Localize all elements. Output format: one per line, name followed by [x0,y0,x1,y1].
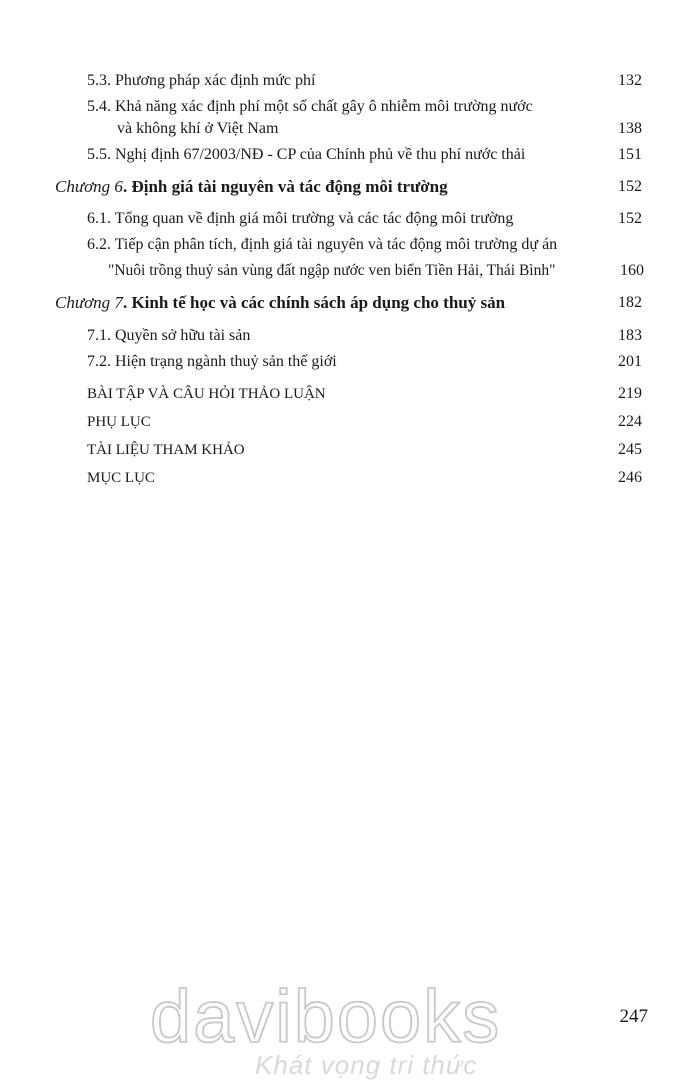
toc-entry-page: 219 [618,385,642,402]
toc-chapter [55,176,448,198]
toc-entry-page: 182 [618,294,642,311]
chapter-title: . Định giá tài nguyên và tác động môi trường [122,177,448,196]
toc-entry-page: 138 [618,120,642,137]
toc-entry-continuation [117,118,278,140]
toc-entry-page: 246 [618,469,642,486]
toc-entry [87,208,513,230]
toc-entry-page: 152 [618,210,642,227]
toc-entry [87,234,557,256]
toc-entry-label: 6.2. Tiếp cận phân tích, định giá tài nguyên và tác động môi trường dự án [87,236,558,253]
toc-entry [87,439,245,461]
toc-entry-label: 7.1. Quyền sở hữu tài sản [87,327,251,344]
toc-entry-label: PHỤ LỤC [87,414,151,430]
toc-entry-continuation [108,260,555,282]
toc-entry [87,467,155,489]
chapter-prefix: Chương 7 [55,293,123,312]
toc-entry-page: 201 [618,353,642,370]
toc-chapter [55,292,505,314]
toc-entry [87,70,315,92]
toc-entry-page: 183 [618,327,642,344]
toc-entry-label: 7.2. Hiện trạng ngành thuỷ sản thế giới [87,353,337,370]
toc-entry-label: 5.4. Khả năng xác định phí một số chất gây ô nhiễm môi trường nước [87,98,533,115]
toc-entry-page: 132 [618,72,642,89]
toc-entry [87,383,326,405]
chapter-title: . Kinh tế học và các chính sách áp dụng cho thuỷ sản [122,293,506,312]
toc-entry-page: 151 [618,146,642,163]
toc-entry-page: 160 [620,262,644,279]
toc-entry [87,96,533,118]
toc-entry [87,351,337,373]
toc-entry-label: TÀI LIỆU THAM KHẢO [87,442,245,458]
toc-entry [87,144,525,166]
toc-entry-label-line2: "Nuôi trồng thuỷ sản vùng đất ngập nước ven biển Tiền Hải, Thái Bình" [108,262,556,279]
chapter-prefix: Chương 6 [55,177,123,196]
toc-entry-page: 152 [618,178,642,195]
toc-entry-label: 6.1. Tổng quan về định giá môi trường và các tác động môi trường [87,210,514,227]
toc-entry [87,325,250,347]
toc-entry [87,411,151,433]
toc-entry-label: 5.5. Nghị định 67/2003/NĐ - CP của Chính phủ về thu phí nước thải [87,146,526,163]
toc-entry-label-line2: và không khí ở Việt Nam [117,120,279,137]
toc-entry-page: 224 [618,413,642,430]
toc-entry-page: 245 [618,441,642,458]
toc-entry-label: BÀI TẬP VÀ CÂU HỎI THẢO LUẬN [87,386,326,402]
page-number: 247 [619,1006,648,1027]
watermark-brand: davibooks [150,975,502,1058]
watermark-tagline: Khát vọng tri thức [255,1050,478,1080]
toc-entry-label: 5.3. Phương pháp xác định mức phí [87,72,316,89]
toc-entry-label: MỤC LỤC [87,470,155,486]
